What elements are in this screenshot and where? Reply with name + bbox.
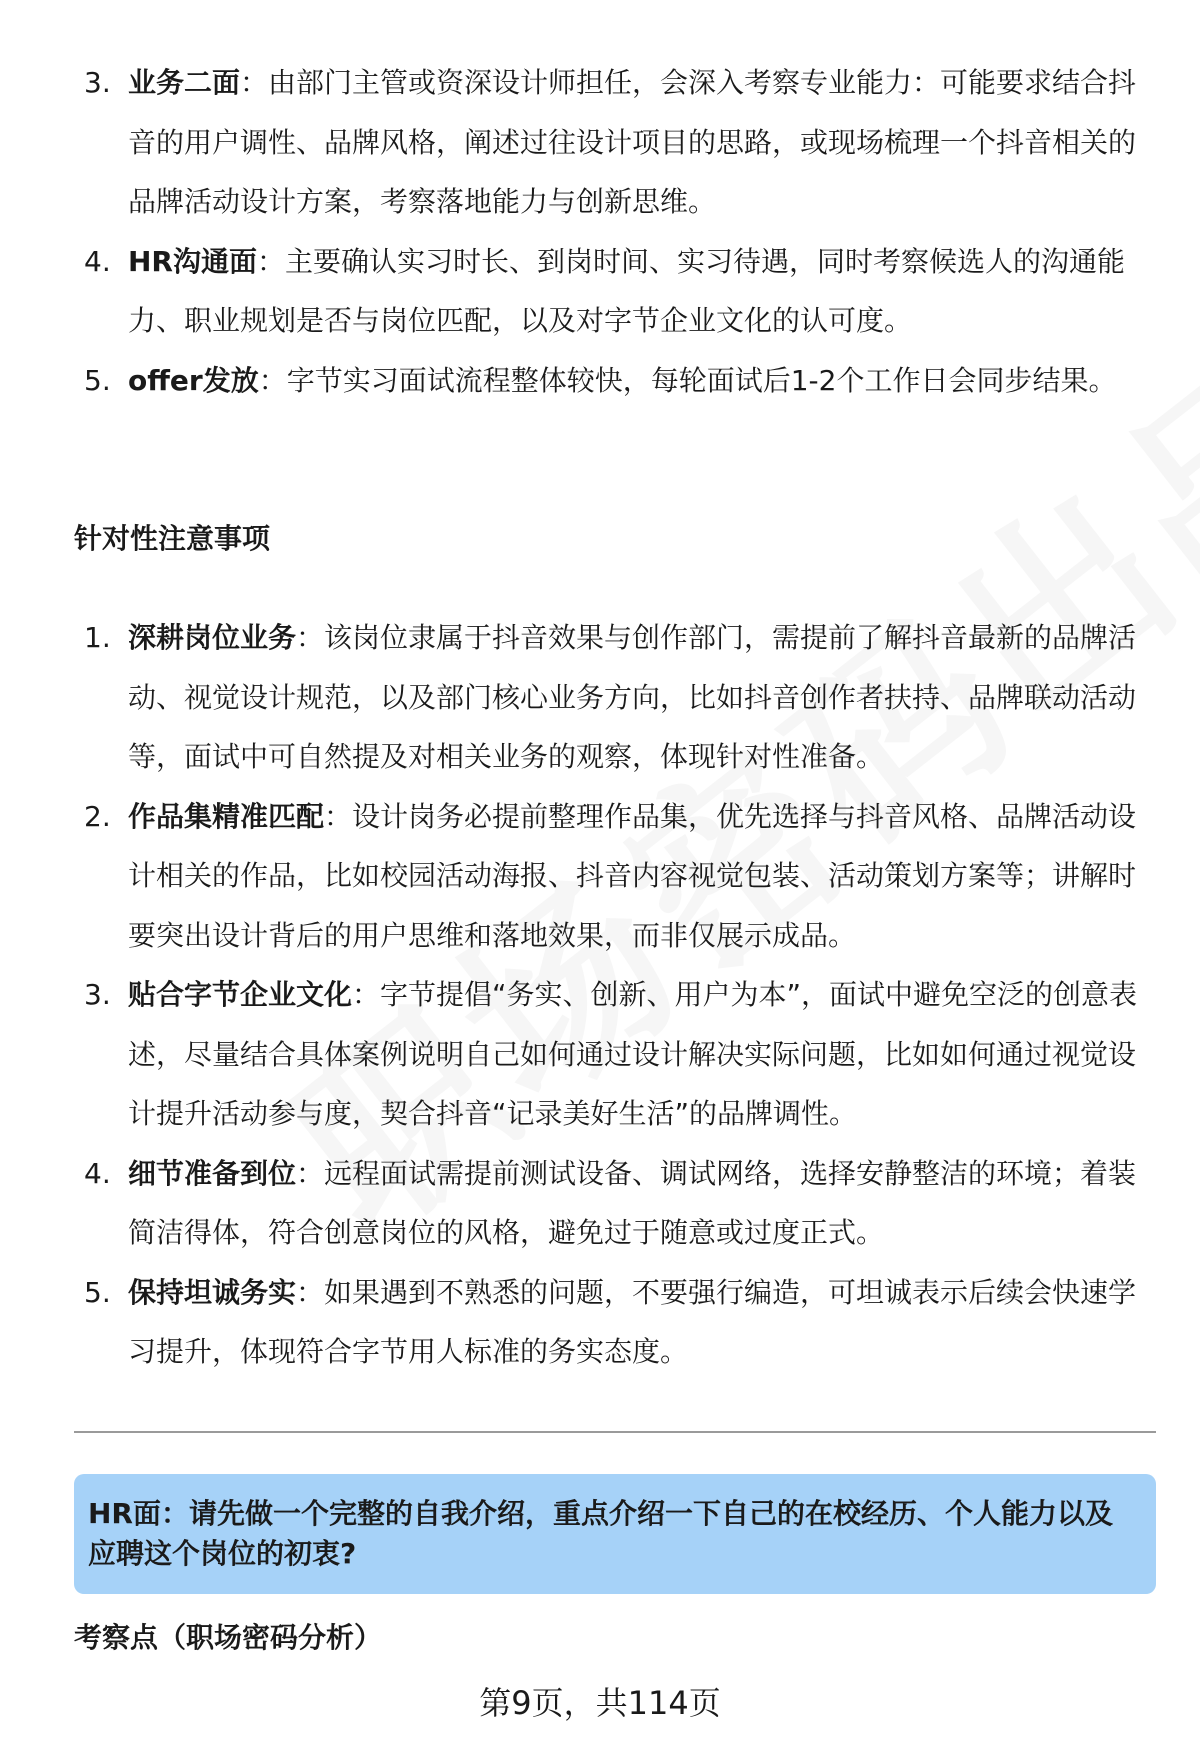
- item-title: offer发放: [128, 363, 259, 397]
- item-separator: ：: [352, 978, 381, 1011]
- item-title: 保持坦诚务实: [128, 1275, 297, 1309]
- question-box: [74, 1474, 1156, 1594]
- list-item: [0, 53, 1200, 232]
- section-heading-analysis: 考察点（职场密码分析）: [74, 1621, 383, 1654]
- item-text: 该岗位隶属于抖音效果与创作部门，需提前了解抖音最新的品牌活动、视觉设计规范，以及部门核心业务方向，比如抖音创作者扶持、品牌联动活动等，面试中可自然提及对相关业务的观察，体现针对性准备。: [128, 621, 1137, 773]
- item-separator: ：: [257, 244, 286, 278]
- list-item: [0, 787, 1200, 966]
- item-text: 远程面试需提前测试设备、调试网络，选择安静整洁的环境；着装简洁得体，符合创意岗位的风格，避免过于随意或过度正式。: [128, 1156, 1137, 1249]
- item-text: 字节提倡“务实、创新、用户为本”，面试中避免空泛的创意表述，尽量结合具体案例说明自己如何通过设计解决实际问题，比如如何通过视觉设计提升活动参与度，契合抖音“记录美好生活”的品牌调性。: [128, 978, 1138, 1130]
- list-number: 4.: [84, 244, 111, 278]
- item-title: 业务二面: [128, 66, 241, 99]
- item-text: 由部门主管或资深设计师担任，会深入考察专业能力：可能要求结合抖音的用户调性、品牌风格，阐述过往设计项目的思路，或现场梳理一个抖音相关的品牌活动设计方案，考察落地能力与创新思维。: [128, 66, 1137, 218]
- list-item: [0, 351, 1200, 411]
- list-item: [0, 965, 1200, 1144]
- list-number: 2.: [84, 799, 111, 833]
- list-number: 1.: [84, 621, 111, 654]
- item-title: 作品集精准匹配: [128, 799, 325, 833]
- item-title: 深耕岗位业务: [128, 621, 297, 654]
- item-separator: ：: [296, 1156, 325, 1190]
- notes-list: [0, 608, 1200, 1382]
- item-separator: ：: [258, 363, 287, 397]
- item-separator: ：: [296, 1275, 325, 1309]
- list-item: [0, 1144, 1200, 1263]
- list-number: 5.: [84, 363, 111, 397]
- item-text: 设计岗务必提前整理作品集，优先选择与抖音风格、品牌活动设计相关的作品，比如校园活动海报、抖音内容视觉包装、活动策划方案等；讲解时要突出设计背后的用户思维和落地效果，而非仅展示成品。: [128, 799, 1137, 952]
- list-number: 4.: [84, 1156, 111, 1190]
- item-text: 字节实习面试流程整体较快，每轮面试后1-2个工作日会同步结果。: [286, 363, 1117, 397]
- item-text: 如果遇到不熟悉的问题，不要强行编造，可坦诚表示后续会快速学习提升，体现符合字节用人标准的务实态度。: [128, 1275, 1137, 1368]
- list-number: 3.: [84, 978, 111, 1011]
- question-text: HR面：请先做一个完整的自我介绍，重点介绍一下自己的在校经历、个人能力以及应聘这个岗位的初衷?: [88, 1497, 1113, 1570]
- section-heading-notes: 针对性注意事项: [74, 522, 271, 555]
- interview-process-list: [0, 53, 1200, 410]
- list-number: 5.: [84, 1275, 111, 1309]
- list-item: [0, 1263, 1200, 1382]
- item-title: 细节准备到位: [128, 1156, 297, 1190]
- item-title: HR沟通面: [128, 244, 257, 278]
- item-title: 贴合字节企业文化: [128, 978, 353, 1011]
- item-separator: ：: [324, 799, 353, 833]
- item-separator: ：: [296, 621, 325, 654]
- list-item: [0, 608, 1200, 787]
- list-item: [0, 232, 1200, 351]
- page-number: 第9页，共114页: [479, 1684, 721, 1722]
- item-separator: ：: [240, 66, 269, 99]
- item-text: 主要确认实习时长、到岗时间、实习待遇，同时考察候选人的沟通能力、职业规划是否与岗位匹配，以及对字节企业文化的认可度。: [128, 244, 1126, 337]
- divider: [74, 1431, 1156, 1433]
- list-number: 3.: [84, 66, 111, 99]
